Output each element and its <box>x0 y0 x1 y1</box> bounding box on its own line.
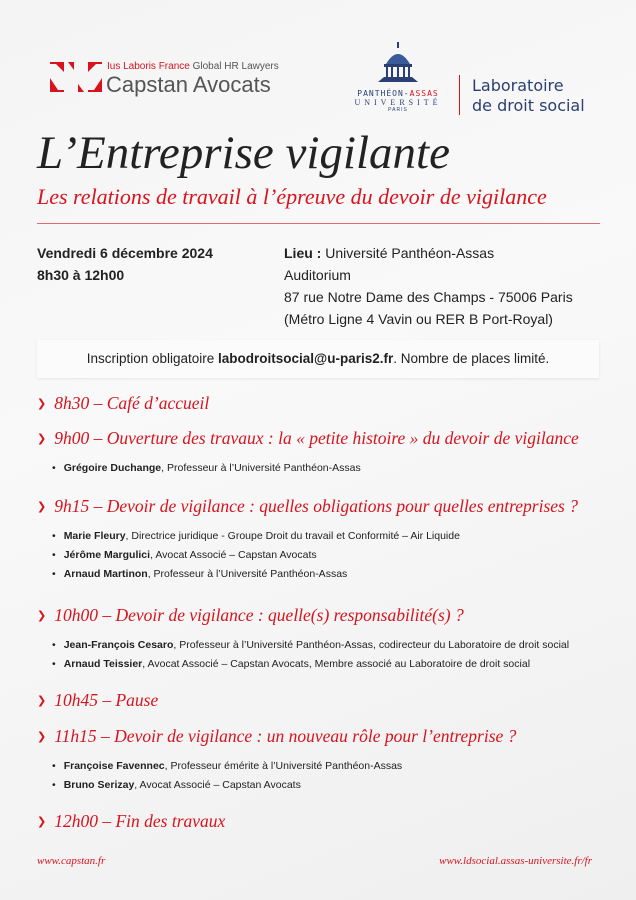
registration-box <box>37 340 599 378</box>
agenda-item <box>37 726 516 747</box>
registration-suffix: . Nombre de places limité. <box>393 351 550 366</box>
chevron-right-icon: ❯ <box>37 432 47 445</box>
lab-logo <box>472 76 585 116</box>
agenda-item-label: 11h15 – Devoir de vigilance : un nouveau rôle pour l’entreprise ? <box>54 726 517 746</box>
event-datetime <box>37 242 213 286</box>
chevron-right-icon: ❯ <box>37 609 47 622</box>
speaker <box>52 568 347 580</box>
pantheon-dome-icon <box>378 42 418 84</box>
lab-line1: Laboratoire <box>472 76 564 95</box>
univ-line1: PANTHÉON- <box>357 89 410 98</box>
agenda-item <box>37 393 209 414</box>
agenda-item-label: 9h00 – Ouverture des travaux : la « petite histoire » du devoir de vigilance <box>54 428 579 448</box>
registration-prefix: Inscription obligatoire <box>86 351 219 366</box>
speaker-name: Marie Fleury <box>63 530 126 542</box>
univ-line1-red: ASSAS <box>409 89 439 98</box>
capstan-name: Capstan Avocats <box>106 72 271 97</box>
speaker-name: Françoise Favennec <box>63 760 165 772</box>
speaker-role: , Avocat Associé – Capstan Avocats <box>150 549 317 561</box>
agenda-item <box>37 428 579 449</box>
speaker <box>52 549 317 561</box>
tagline-grey: Global HR Lawyers <box>192 61 279 72</box>
footer-link-capstan[interactable]: www.capstan.fr <box>37 855 106 867</box>
speaker-role: , Professeur à l’Université Panthéon-Assas <box>147 568 348 580</box>
speaker-role: , Avocat Associé – Capstan Avocats <box>134 779 301 791</box>
speaker-role: , Professeur émérite à l’Université Panthéon-Assas <box>164 760 403 772</box>
lieu-label: Lieu : <box>284 245 322 261</box>
event-time: 8h30 à 12h00 <box>37 267 125 283</box>
univ-line3: PARIS <box>388 107 408 113</box>
speaker-role: , Avocat Associé – Capstan Avocats, Membre associé au Laboratoire de droit social <box>142 658 531 670</box>
footer-link-ldsocial[interactable]: www.ldsocial.assas-universite.fr/fr <box>439 855 592 867</box>
agenda-item-label: 12h00 – Fin des travaux <box>54 811 226 831</box>
agenda-item-label: 9h15 – Devoir de vigilance : quelles obligations pour quelles entreprises ? <box>54 496 578 516</box>
capstan-tagline <box>107 61 279 72</box>
speaker-role: , Professeur à l’Université Panthéon-Assas, codirecteur du Laboratoire de droit social <box>173 639 570 651</box>
speaker-role: , Professeur à l’Université Panthéon-Assas <box>161 462 361 474</box>
speaker <box>52 530 460 542</box>
agenda-item-label: 10h00 – Devoir de vigilance : quelle(s) responsabilité(s) ? <box>54 605 464 625</box>
speaker <box>52 462 361 474</box>
lieu-value: Université Panthéon-Assas <box>325 245 495 261</box>
chevron-right-icon: ❯ <box>37 500 47 513</box>
chevron-right-icon: ❯ <box>37 815 47 828</box>
chevron-right-icon: ❯ <box>37 730 47 743</box>
speaker-name: Grégoire Duchange <box>63 462 162 474</box>
agenda-item <box>37 811 225 832</box>
capstan-logo <box>50 62 102 92</box>
lab-line2: de droit social <box>472 96 585 115</box>
agenda-item-label: 10h45 – Pause <box>54 690 159 710</box>
transport: (Métro Ligne 4 Vavin ou RER B Port-Royal) <box>284 311 553 327</box>
divider <box>37 223 600 224</box>
event-location <box>284 242 573 330</box>
speaker-name: Arnaud Martinon <box>63 568 148 580</box>
speaker <box>52 779 301 791</box>
logo-divider <box>459 75 460 115</box>
speaker-role: , Directrice juridique - Groupe Droit du travail et Conformité – Air Liquide <box>125 530 460 542</box>
speaker <box>52 639 569 651</box>
tagline-red: Ius Laboris France <box>107 61 190 72</box>
univ-line2: UNIVERSITÉ <box>354 98 442 107</box>
speaker-name: Jean-François Cesaro <box>63 639 174 651</box>
event-date: Vendredi 6 décembre 2024 <box>37 245 213 261</box>
speaker <box>52 658 530 670</box>
agenda-item <box>37 690 158 711</box>
room: Auditorium <box>284 267 351 283</box>
speaker-name: Bruno Serizay <box>63 779 135 791</box>
pantheon-assas-logo <box>348 42 448 113</box>
page-subtitle: Les relations de travail à l’épreuve du devoir de vigilance <box>37 184 547 209</box>
registration-email[interactable]: labodroitsocial@u-paris2.fr <box>218 351 394 366</box>
chevron-right-icon: ❯ <box>37 397 47 410</box>
chevron-right-icon: ❯ <box>37 694 47 707</box>
speaker-name: Arnaud Teissier <box>63 658 143 670</box>
address: 87 rue Notre Dame des Champs - 75006 Paris <box>284 289 573 305</box>
speaker <box>52 760 402 772</box>
agenda-item-label: 8h30 – Café d’accueil <box>54 393 210 413</box>
agenda-item <box>37 496 578 517</box>
page-title: L’Entreprise vigilante <box>37 127 450 179</box>
speaker-name: Jérôme Margulici <box>63 549 151 561</box>
agenda-item <box>37 605 464 626</box>
